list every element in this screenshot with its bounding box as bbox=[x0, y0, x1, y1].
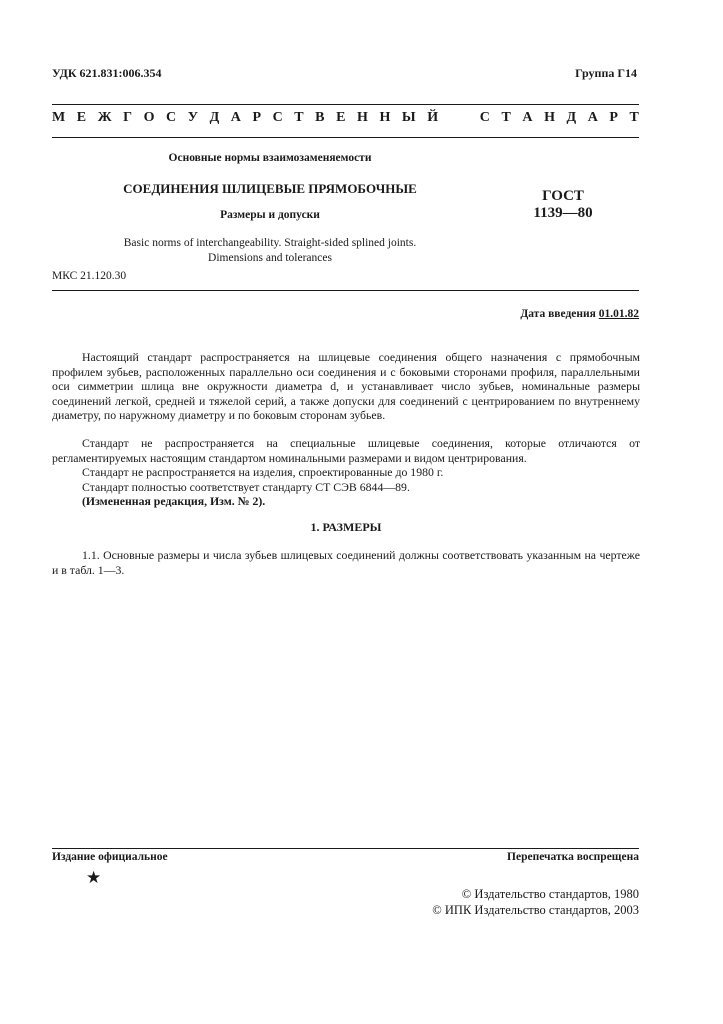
standard-subtitle: Размеры и допуски bbox=[220, 209, 320, 221]
banner-gap bbox=[450, 110, 454, 126]
banner-letter: Н bbox=[356, 110, 368, 125]
intro-paragraph bbox=[52, 350, 640, 423]
banner-letter: Й bbox=[427, 110, 439, 125]
banner-rule bbox=[52, 137, 639, 138]
banner-letter: С bbox=[272, 110, 283, 125]
copyright-line-2: © ИПК Издательство стандартов, 2003 bbox=[432, 903, 639, 917]
banner-letter: Ы bbox=[401, 110, 416, 125]
banner-letter: А bbox=[230, 110, 241, 125]
mks-code: МКС 21.120.30 bbox=[52, 270, 127, 282]
banner-letter: Е bbox=[336, 110, 346, 125]
group-code: Группа Г14 bbox=[575, 66, 637, 80]
banner-gap bbox=[465, 110, 469, 126]
scope-paragraph: Настоящий стандарт распространяется на шлицевые соединения общего назначения с прямобочным профилем зубьев, расположенных параллельно оси соединения и с боковыми сторонами профиля, параллельными оси симметрии шлица вне окружности диаметра d, и устанавливает число зубьев, номинальные размеры соединений легкой, средней и тяжелой серий, а также допуски для соединений с центрированием по внутреннему диаметру, по наружному диаметру и по боковым сторонам зубьев. bbox=[52, 350, 640, 423]
exclusions-block bbox=[52, 436, 640, 509]
section-1-body bbox=[52, 548, 640, 577]
mks-rule bbox=[52, 290, 639, 291]
banner-letter: Ж bbox=[97, 110, 112, 125]
copyright-line-1: © Издательство стандартов, 1980 bbox=[461, 887, 639, 901]
exclusion-paragraph-2: Стандарт не распространяется на изделия, спроектированные до 1980 г. bbox=[82, 465, 444, 480]
gost-designation bbox=[498, 188, 628, 222]
banner-letter: В bbox=[315, 110, 325, 125]
banner-letter: А bbox=[522, 110, 533, 125]
banner-letter: Т bbox=[629, 110, 639, 125]
banner-letter: Р bbox=[609, 110, 618, 125]
clause-1-1: 1.1. Основные размеры и числа зубьев шлицевых соединений должны соответствовать указанным на чертеже и в табл. 1—3. bbox=[52, 548, 640, 577]
no-reprint-label: Перепечатка воспрещена bbox=[507, 851, 639, 863]
banner-letter: Г bbox=[123, 110, 133, 125]
gost-label: ГОСТ bbox=[542, 188, 584, 204]
standard-title: СОЕДИНЕНИЯ ШЛИЦЕВЫЕ ПРЯМОБОЧНЫЕ bbox=[123, 181, 417, 196]
banner-letter: Н bbox=[544, 110, 555, 125]
star-icon: ★ bbox=[86, 868, 102, 887]
introduction-date-label: Дата введения bbox=[520, 308, 596, 320]
amendment-note: (Измененная редакция, Изм. № 2). bbox=[82, 494, 266, 509]
banner-letter: Д bbox=[566, 110, 577, 125]
english-title-line1: Basic norms of interchangeability. Straight-sided splined joints. bbox=[123, 237, 417, 249]
banner-letter: О bbox=[143, 110, 155, 125]
gost-number: 1139—80 bbox=[533, 205, 593, 221]
banner-letter: М bbox=[52, 110, 66, 125]
banner-letter: Н bbox=[379, 110, 391, 125]
english-title-line2: Dimensions and tolerances bbox=[208, 252, 332, 264]
norms-heading: Основные нормы взаимозаменяемости bbox=[168, 152, 372, 164]
banner-letter: Р bbox=[252, 110, 262, 125]
footer-rule bbox=[52, 848, 639, 849]
compliance-paragraph: Стандарт полностью соответствует стандарту СТ СЭВ 6844—89. bbox=[82, 479, 410, 494]
exclusion-paragraph-1: Стандарт не распространяется на специальные шлицевые соединения, которые отличаются от регламентируемых настоящим стандартом номинальными размерами и видом центрирования. bbox=[52, 436, 640, 465]
udk-code: УДК 621.831:006.354 bbox=[52, 66, 162, 80]
copyright-block bbox=[432, 886, 639, 918]
banner-letter: Е bbox=[76, 110, 87, 125]
top-rule bbox=[52, 104, 639, 105]
banner-letter: Д bbox=[209, 110, 220, 125]
banner-letter: А bbox=[587, 110, 598, 125]
english-title bbox=[60, 236, 480, 266]
banner-letter: У bbox=[187, 110, 198, 125]
official-edition-label: Издание официальное bbox=[52, 851, 168, 863]
section-heading-dimensions: 1. РАЗМЕРЫ bbox=[310, 520, 382, 534]
interstate-standard-banner bbox=[52, 110, 639, 126]
banner-letter: С bbox=[479, 110, 490, 125]
banner-letter: Т bbox=[294, 110, 304, 125]
banner-letter: Т bbox=[501, 110, 511, 125]
introduction-date-value: 01.01.82 bbox=[598, 308, 639, 320]
banner-letter: С bbox=[166, 110, 177, 125]
introduction-date bbox=[520, 308, 639, 320]
